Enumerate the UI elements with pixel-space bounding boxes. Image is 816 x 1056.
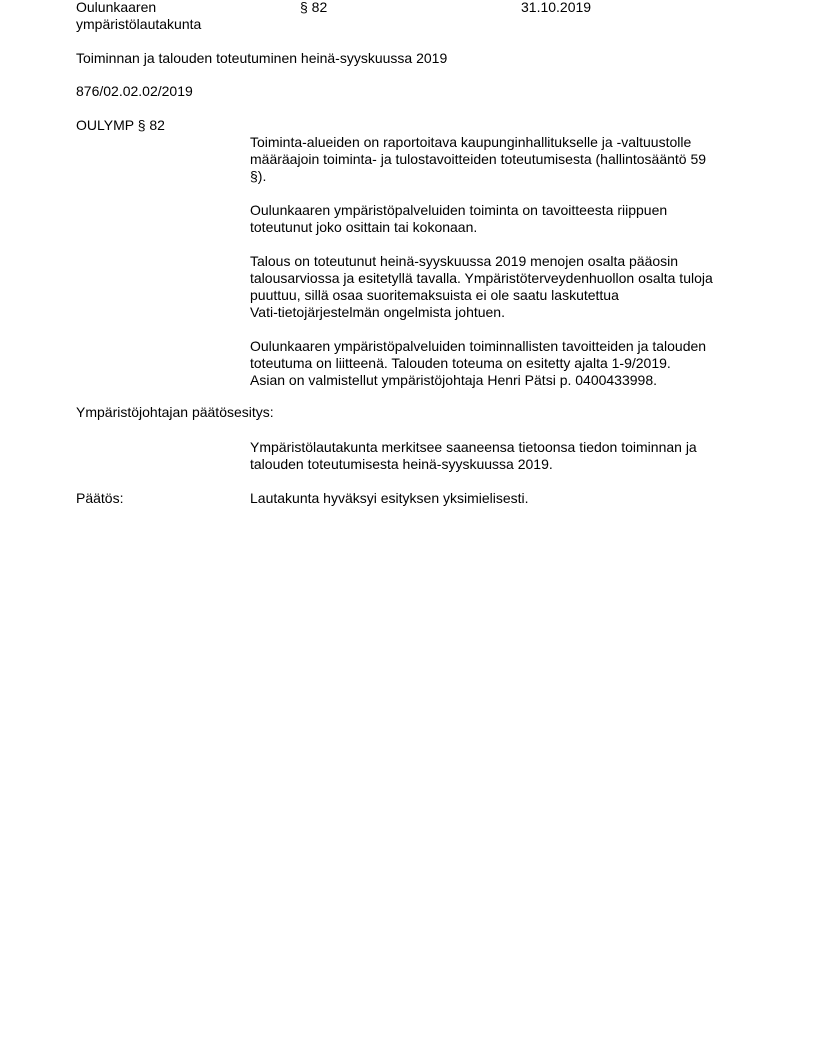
paragraph-line: puuttuu, sillä osaa suoritemaksuista ei ole saatu laskutettua bbox=[250, 287, 619, 303]
paragraph-line: talousarviossa ja esitetyllä tavalla. Ympäristöterveydenhuollon osalta tuloja bbox=[250, 270, 713, 286]
paragraph-line: Talous on toteutunut heinä-syyskuussa 2019 menojen osalta pääosin bbox=[250, 253, 679, 269]
record-number: 876/02.02.02/2019 bbox=[76, 83, 193, 99]
paragraph bbox=[250, 253, 713, 321]
decision-label: Päätös: bbox=[76, 490, 124, 506]
paragraph-line: toteutunut joko osittain tai kokonaan. bbox=[250, 219, 478, 235]
body-name-line: Oulunkaaren bbox=[76, 0, 157, 15]
decision-text: Lautakunta hyväksyi esityksen yksimielisesti. bbox=[250, 490, 529, 506]
reference: OULYMP § 82 bbox=[76, 117, 165, 133]
body-name-line: ympäristölautakunta bbox=[76, 16, 202, 32]
meeting-date: 31.10.2019 bbox=[521, 0, 592, 15]
proposal-line: Ympäristölautakunta merkitsee saaneensa tietoonsa tiedon toiminnan ja bbox=[250, 439, 697, 455]
body-name bbox=[76, 0, 201, 33]
paragraph bbox=[250, 202, 667, 236]
paragraph-line: määräajoin toiminta- ja tulostavoitteiden toteutumisesta (hallintosääntö 59 bbox=[250, 151, 707, 167]
paragraph bbox=[250, 338, 706, 389]
paragraph-line: §). bbox=[250, 168, 267, 184]
document-title: Toiminnan ja talouden toteutuminen heinä-syyskuussa 2019 bbox=[76, 50, 448, 66]
paragraph-line: Asian on valmistellut ympäristöjohtaja Henri Pätsi p. 0400433998. bbox=[250, 372, 658, 388]
proposal-text bbox=[250, 439, 697, 473]
paragraph-line: Vati-tietojärjestelmän ongelmista johtuen. bbox=[250, 304, 505, 320]
paragraph-line: toteutuma on liitteenä. Talouden toteuma on esitetty ajalta 1-9/2019. bbox=[250, 355, 671, 371]
proposal-label: Ympäristöjohtajan päätösesitys: bbox=[76, 404, 274, 420]
section-number: § 82 bbox=[300, 0, 328, 15]
proposal-line: talouden toteutumisesta heinä-syyskuussa 2019. bbox=[250, 456, 553, 472]
paragraph-line: Oulunkaaren ympäristöpalveluiden toiminta on tavoitteesta riippuen bbox=[250, 202, 668, 218]
paragraph bbox=[250, 134, 706, 185]
paragraph-line: Toiminta-alueiden on raportoitava kaupunginhallitukselle ja -valtuustolle bbox=[250, 134, 692, 150]
paragraph-line: Oulunkaaren ympäristöpalveluiden toiminnallisten tavoitteiden ja talouden bbox=[250, 338, 707, 354]
